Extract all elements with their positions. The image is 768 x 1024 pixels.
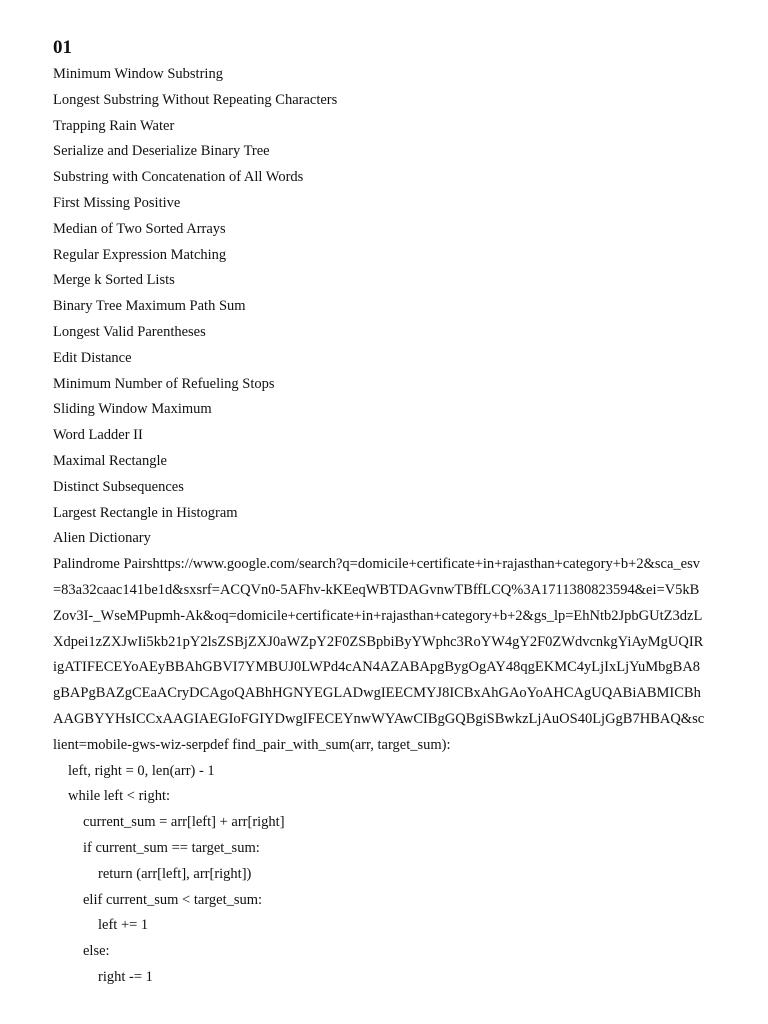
code-line: if current_sum == target_sum:	[83, 839, 260, 856]
code-line: while left < right:	[68, 788, 171, 805]
list-item: Substring with Concatenation of All Words	[53, 169, 304, 186]
text-line: Palindrome Pairshttps://www.google.com/search?q=domicile+certificate+in+rajasthan+category+b+2&sca_esv	[53, 556, 700, 573]
document-page	[53, 36, 743, 991]
list-item: Binary Tree Maximum Path Sum	[53, 298, 246, 315]
text-line: igATIFECEYoAEyBBAhGBVI7YMBUJ0LWPd4cAN4AZABApgBygOgAY48qgEKMC4yLjIxLjYuMbgBA8	[53, 659, 701, 676]
list-item: Regular Expression Matching	[53, 246, 227, 263]
code-line: else:	[83, 943, 110, 960]
text-line: lient=mobile-gws-wiz-serpdef find_pair_with_sum(arr, target_sum):	[53, 736, 451, 753]
list-item: Edit Distance	[53, 349, 132, 366]
text-line: Xdpei1zZXJwIi5kb21pY2lsZSBjZXJ0aWZpY2F0ZSBpbiByYWphc3RoYW4gY2F0ZWdvcnkgYiAyMgUQIR	[53, 633, 704, 650]
code-line: right -= 1	[98, 968, 153, 985]
list-item: Word Ladder II	[53, 427, 143, 444]
code-line: left += 1	[98, 917, 149, 934]
list-item: Longest Substring Without Repeating Characters	[53, 91, 338, 108]
code-line: return (arr[left], arr[right])	[98, 865, 252, 882]
list-item: First Missing Positive	[53, 194, 181, 211]
code-line: current_sum = arr[left] + arr[right]	[83, 814, 285, 831]
code-line: left, right = 0, len(arr) - 1	[68, 762, 215, 779]
list-item: Longest Valid Parentheses	[53, 323, 206, 340]
text-line: gBAPgBAZgCEaACryDCAgoQABhHGNYEGLADwgIEECMYJ8ICBxAhGAoYoAHCAgUQABiABMICBh	[53, 685, 701, 702]
pasted-url-text	[53, 552, 743, 758]
list-item: Serialize and Deserialize Binary Tree	[53, 143, 270, 160]
problem-list	[53, 62, 743, 552]
list-item: Minimum Window Substring	[53, 66, 223, 82]
list-item: Minimum Number of Refueling Stops	[53, 375, 275, 392]
code-line: elif current_sum < target_sum:	[83, 891, 263, 908]
text-line: AAGBYYHsICCxAAGIAEGIoFGIYDwgIFECEYnwWYAwCIBgGQBgiSBwkzLjAuOS40LjGgB7HBAQ&sc	[53, 710, 705, 727]
list-item: Trapping Rain Water	[53, 117, 175, 134]
list-item: Alien Dictionary	[53, 530, 151, 547]
text-line: =83a32caac141be1d&sxsrf=ACQVn0-5AFhv-kKEeqWBTDAGvnwTBffLCQ%3A1711380823594&ei=V5kB	[53, 581, 700, 598]
code-block	[53, 759, 743, 991]
list-item: Distinct Subsequences	[53, 478, 184, 495]
list-item: Largest Rectangle in Histogram	[53, 504, 238, 521]
page-heading: 01	[53, 37, 72, 58]
list-item: Maximal Rectangle	[53, 452, 167, 469]
list-item: Sliding Window Maximum	[53, 401, 212, 418]
list-item: Median of Two Sorted Arrays	[53, 220, 226, 237]
text-line: Zov3I-_WseMPupmh-Ak&oq=domicile+certificate+in+rajasthan+category+b+2&gs_lp=EhNtb2JpbGUtZ3dzL	[53, 607, 703, 624]
list-item: Merge k Sorted Lists	[53, 272, 175, 289]
